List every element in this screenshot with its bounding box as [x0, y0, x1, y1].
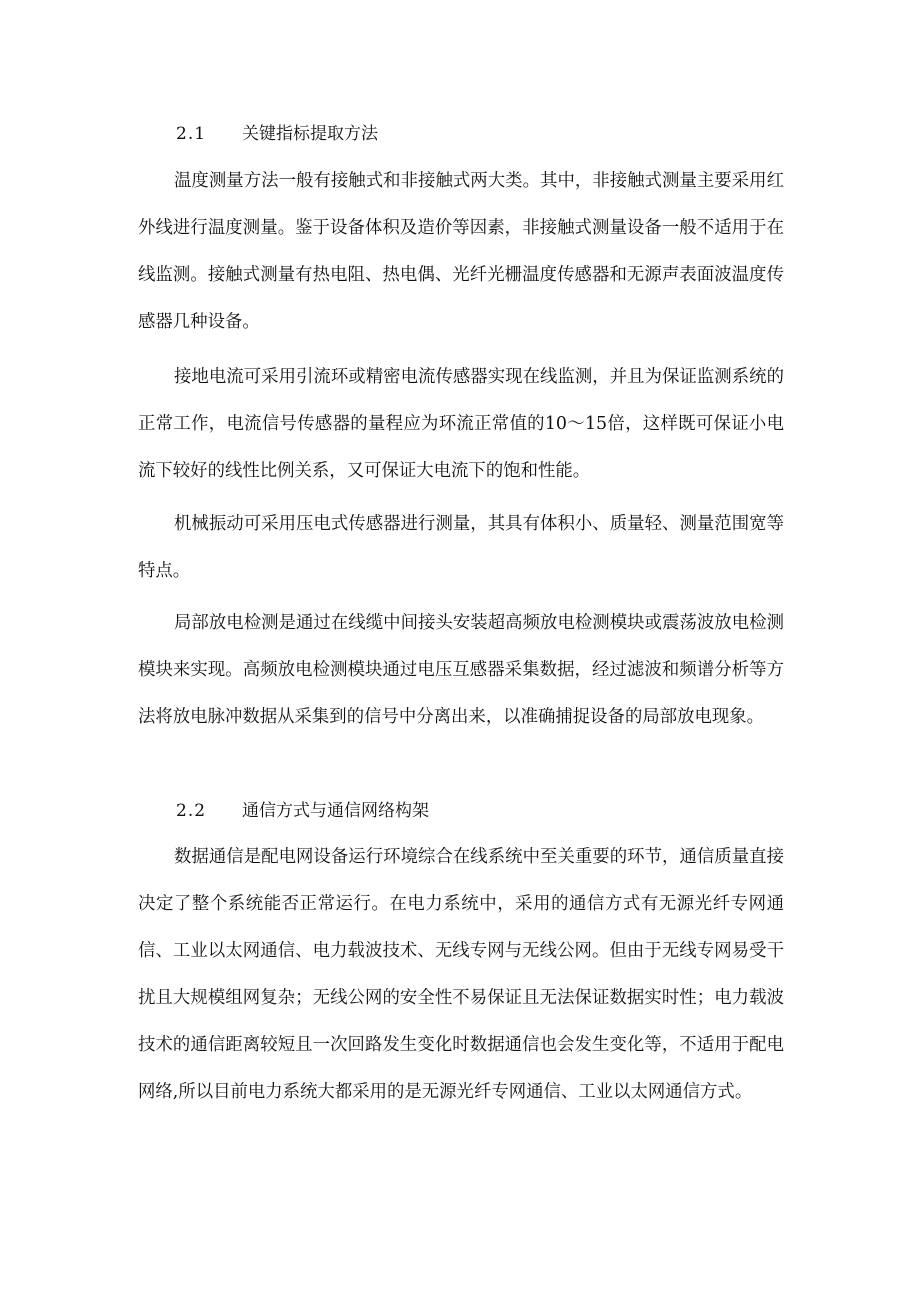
section-number: 2.1 — [176, 124, 207, 144]
paragraph-vibration: 机械振动可采用压电式传感器进行测量，其具有体积小、质量轻、测量范围宽等特点。 — [138, 514, 784, 581]
paragraph-communication: 数据通信是配电网设备运行环境综合在线系统中至关重要的环节，通信质量直接决定了整个系统能否正常运行。在电力系统中，采用的通信方式有无源光纤专网通信、工业以太网通信、电力载波技术、无线专网与无线公网。但由于无线专网易受干扰且大规模组网复杂；无线公网的安全性不易保证且无法保证数据实时性；电力载波技术的通信距离较短且一次回路发生变化时数据通信也会发生变化等，不适用于配电网络,所以目前电力系统大都采用的是无源光纤专网通信、工业以太网通信方式。 — [138, 847, 784, 1102]
section-title: 通信方式与通信网络构架 — [242, 801, 429, 821]
paragraph-temperature: 温度测量方法一般有接触式和非接触式两大类。其中，非接触式测量主要采用红外线进行温度测量。鉴于设备体积及造价等因素，非接触式测量设备一般不适用于在线监测。接触式测量有热电阻、热电偶、光纤光栅温度传感器和无源声表面波温度传感器几种设备。 — [138, 171, 784, 332]
section-heading-2-2 — [176, 799, 429, 823]
paragraph-ground-current: 接地电流可采用引流环或精密电流传感器实现在线监测，并且为保证监测系统的正常工作，电流信号传感器的量程应为环流正常值的10～15倍，这样既可保证小电流下较好的线性比例关系，又可保证大电流下的饱和性能。 — [138, 367, 784, 481]
paragraph-partial-discharge: 局部放电检测是通过在线缆中间接头安装超高频放电检测模块或震荡波放电检测模块来实现。高频放电检测模块通过电压互感器采集数据，经过滤波和频谱分析等方法将放电脉冲数据从采集到的信号中分离出来，以准确捕捉设备的局部放电现象。 — [138, 613, 784, 727]
section-title: 关键指标提取方法 — [242, 124, 378, 144]
section-number: 2.2 — [176, 801, 207, 821]
section-heading-2-1 — [176, 122, 378, 146]
